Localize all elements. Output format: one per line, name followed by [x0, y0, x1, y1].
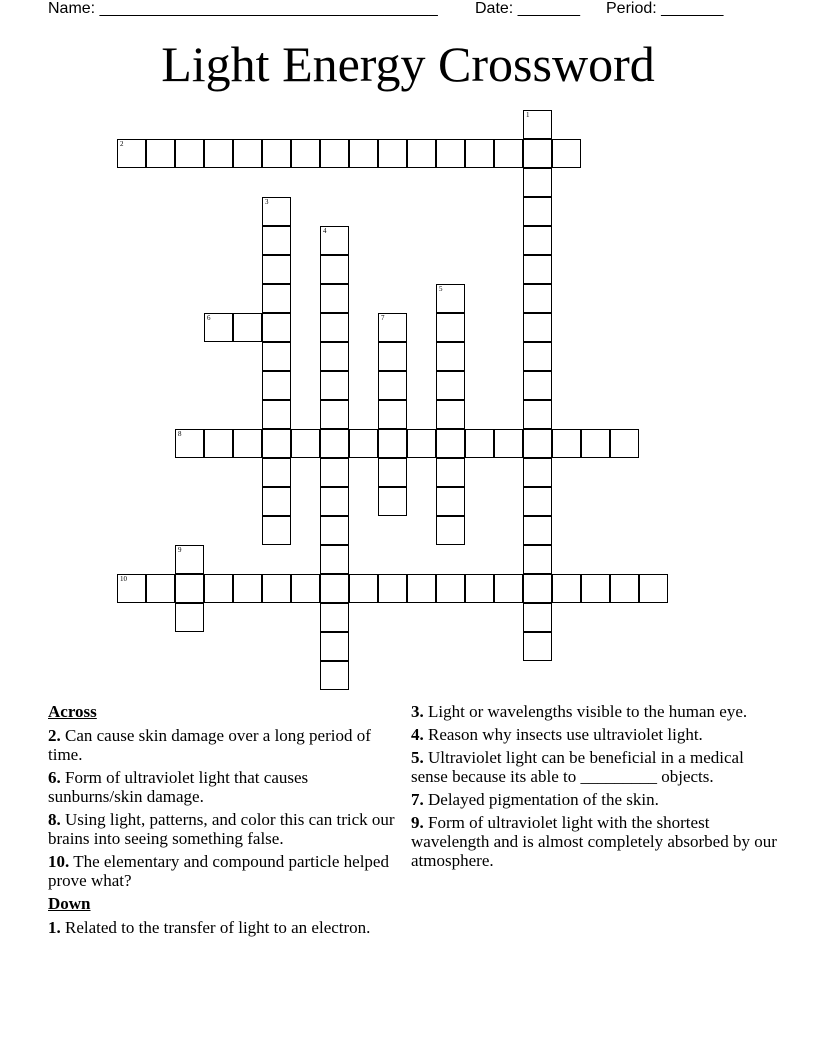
crossword-cell[interactable] [262, 458, 291, 487]
crossword-cell[interactable] [320, 313, 349, 342]
clue-number-label: 9. [411, 813, 424, 832]
crossword-cell[interactable] [436, 313, 465, 342]
crossword-cell[interactable] [262, 284, 291, 313]
crossword-cell[interactable] [523, 168, 552, 197]
period-field[interactable]: Period: _______ [606, 0, 724, 17]
clue-number: 6 [207, 314, 211, 322]
crossword-cell[interactable] [320, 255, 349, 284]
across-heading: Across [48, 702, 97, 721]
crossword-cell[interactable] [320, 574, 349, 603]
crossword-cell[interactable] [436, 458, 465, 487]
crossword-cell[interactable] [349, 574, 378, 603]
crossword-cell[interactable] [146, 574, 175, 603]
clues-left-column [48, 702, 398, 941]
crossword-cell[interactable] [465, 429, 494, 458]
crossword-cell[interactable] [523, 255, 552, 284]
down-clue [411, 748, 781, 786]
crossword-cell[interactable] [233, 313, 262, 342]
crossword-cell[interactable] [320, 400, 349, 429]
clue-text: Related to the transfer of light to an electron. [60, 918, 371, 937]
crossword-cell[interactable] [378, 313, 407, 342]
crossword-cell[interactable] [494, 139, 523, 168]
crossword-cell[interactable] [523, 603, 552, 632]
crossword-cell[interactable] [523, 487, 552, 516]
crossword-cell[interactable] [378, 139, 407, 168]
crossword-cell[interactable] [523, 226, 552, 255]
crossword-cell[interactable] [465, 139, 494, 168]
clues-right-column [411, 702, 781, 874]
crossword-cell[interactable] [639, 574, 668, 603]
clue-number-label: 6. [48, 768, 61, 787]
crossword-cell[interactable] [320, 545, 349, 574]
crossword-cell[interactable] [523, 110, 552, 139]
crossword-cell[interactable] [320, 226, 349, 255]
clue-number: 10 [120, 575, 127, 583]
crossword-cell[interactable] [262, 516, 291, 545]
crossword-cell[interactable] [291, 574, 320, 603]
crossword-cell[interactable] [320, 661, 349, 690]
across-clue [48, 768, 398, 806]
crossword-cell[interactable] [436, 139, 465, 168]
clue-number: 1 [526, 111, 530, 119]
clue-text: Can cause skin damage over a long period of time. [48, 726, 371, 764]
crossword-cell[interactable] [552, 574, 581, 603]
across-clue [48, 726, 398, 764]
crossword-cell[interactable] [436, 400, 465, 429]
crossword-cell[interactable] [523, 632, 552, 661]
crossword-cell[interactable] [436, 487, 465, 516]
crossword-cell[interactable] [494, 574, 523, 603]
crossword-cell[interactable] [378, 400, 407, 429]
crossword-cell[interactable] [523, 400, 552, 429]
across-clue [48, 852, 398, 890]
down-heading: Down [48, 894, 91, 913]
crossword-cell[interactable] [523, 429, 552, 458]
crossword-cell[interactable] [320, 284, 349, 313]
clue-number-label: 2. [48, 726, 61, 745]
clue-number: 7 [381, 314, 385, 322]
crossword-cell[interactable] [523, 197, 552, 226]
crossword-cell[interactable] [262, 226, 291, 255]
clue-text: Delayed pigmentation of the skin. [423, 790, 659, 809]
crossword-cell[interactable] [320, 487, 349, 516]
clue-number: 8 [178, 430, 182, 438]
crossword-cell[interactable] [378, 574, 407, 603]
clue-number: 5 [439, 285, 443, 293]
crossword-cell[interactable] [320, 632, 349, 661]
crossword-cell[interactable] [262, 400, 291, 429]
crossword-cell[interactable] [146, 139, 175, 168]
clue-number-label: 7. [411, 790, 424, 809]
crossword-cell[interactable] [320, 516, 349, 545]
clue-text: Ultraviolet light can be beneficial in a medical sense because its able to _________ objects. [411, 748, 744, 786]
clue-number: 3 [265, 198, 269, 206]
crossword-cell[interactable] [175, 429, 204, 458]
crossword-cell[interactable] [523, 139, 552, 168]
crossword-cell[interactable] [523, 371, 552, 400]
crossword-cell[interactable] [117, 574, 146, 603]
crossword-cell[interactable] [175, 574, 204, 603]
crossword-cell[interactable] [378, 371, 407, 400]
crossword-cell[interactable] [407, 429, 436, 458]
crossword-cell[interactable] [320, 603, 349, 632]
crossword-cell[interactable] [233, 574, 262, 603]
clue-text: The elementary and compound particle helped prove what? [48, 852, 389, 890]
crossword-cell[interactable] [262, 197, 291, 226]
crossword-cell[interactable] [552, 139, 581, 168]
crossword-cell[interactable] [378, 458, 407, 487]
clue-number-label: 4. [411, 725, 424, 744]
crossword-cell[interactable] [523, 516, 552, 545]
crossword-cell[interactable] [175, 603, 204, 632]
crossword-cell[interactable] [262, 487, 291, 516]
crossword-cell[interactable] [233, 139, 262, 168]
crossword-cell[interactable] [320, 139, 349, 168]
crossword-cell[interactable] [175, 139, 204, 168]
crossword-cell[interactable] [291, 139, 320, 168]
crossword-cell[interactable] [610, 574, 639, 603]
crossword-cell[interactable] [436, 516, 465, 545]
crossword-cell[interactable] [494, 429, 523, 458]
crossword-cell[interactable] [523, 313, 552, 342]
clue-number: 9 [178, 546, 182, 554]
crossword-cell[interactable] [581, 429, 610, 458]
clue-text: Light or wavelengths visible to the human eye. [423, 702, 748, 721]
crossword-cell[interactable] [407, 139, 436, 168]
crossword-cell[interactable] [204, 574, 233, 603]
clue-number: 2 [120, 140, 124, 148]
crossword-cell[interactable] [407, 574, 436, 603]
crossword-cell[interactable] [436, 342, 465, 371]
crossword-cell[interactable] [262, 139, 291, 168]
clue-number: 4 [323, 227, 327, 235]
crossword-cell[interactable] [349, 139, 378, 168]
date-field[interactable]: Date: _______ [475, 0, 580, 17]
crossword-cell[interactable] [320, 429, 349, 458]
down-clue [48, 918, 398, 937]
clue-text: Form of ultraviolet light that causes sunburns/skin damage. [48, 768, 309, 806]
crossword-cell[interactable] [523, 458, 552, 487]
crossword-cell[interactable] [552, 429, 581, 458]
crossword-cell[interactable] [378, 429, 407, 458]
crossword-cell[interactable] [204, 139, 233, 168]
crossword-cell[interactable] [262, 342, 291, 371]
crossword-cell[interactable] [262, 574, 291, 603]
crossword-cell[interactable] [523, 342, 552, 371]
clue-text: Reason why insects use ultraviolet light. [423, 725, 703, 744]
crossword-cell[interactable] [175, 545, 204, 574]
crossword-cell[interactable] [262, 429, 291, 458]
across-clue [48, 810, 398, 848]
down-clue [411, 813, 781, 870]
crossword-cell[interactable] [581, 574, 610, 603]
crossword-cell[interactable] [291, 429, 320, 458]
crossword-cell[interactable] [262, 255, 291, 284]
clue-text: Form of ultraviolet light with the shortest wavelength and is almost completely absorbed by our atmosphere. [411, 813, 777, 870]
crossword-cell[interactable] [262, 371, 291, 400]
crossword-cell[interactable] [262, 313, 291, 342]
down-clue [411, 725, 781, 744]
crossword-cell[interactable] [320, 458, 349, 487]
crossword-cell[interactable] [436, 371, 465, 400]
crossword-cell[interactable] [610, 429, 639, 458]
clue-number-label: 10. [48, 852, 70, 871]
crossword-cell[interactable] [465, 574, 494, 603]
crossword-cell[interactable] [117, 139, 146, 168]
clue-number-label: 8. [48, 810, 61, 829]
crossword-cell[interactable] [378, 487, 407, 516]
crossword-cell[interactable] [523, 574, 552, 603]
crossword-cell[interactable] [523, 545, 552, 574]
clue-text: Using light, patterns, and color this can trick our brains into seeing something false. [48, 810, 395, 848]
crossword-cell[interactable] [436, 429, 465, 458]
clue-number-label: 3. [411, 702, 424, 721]
down-clue [411, 702, 781, 721]
crossword-cell[interactable] [320, 371, 349, 400]
crossword-cell[interactable] [204, 429, 233, 458]
crossword-cell[interactable] [378, 342, 407, 371]
page-title: Light Energy Crossword [161, 36, 655, 92]
crossword-cell[interactable] [523, 284, 552, 313]
crossword-cell[interactable] [320, 342, 349, 371]
name-field[interactable]: Name: ______________________________________ [48, 0, 438, 17]
crossword-cell[interactable] [436, 574, 465, 603]
crossword-cell[interactable] [349, 429, 378, 458]
crossword-cell[interactable] [436, 284, 465, 313]
crossword-cell[interactable] [233, 429, 262, 458]
crossword-cell[interactable] [204, 313, 233, 342]
clue-number-label: 5. [411, 748, 424, 767]
down-clue [411, 790, 781, 809]
clue-number-label: 1. [48, 918, 61, 937]
